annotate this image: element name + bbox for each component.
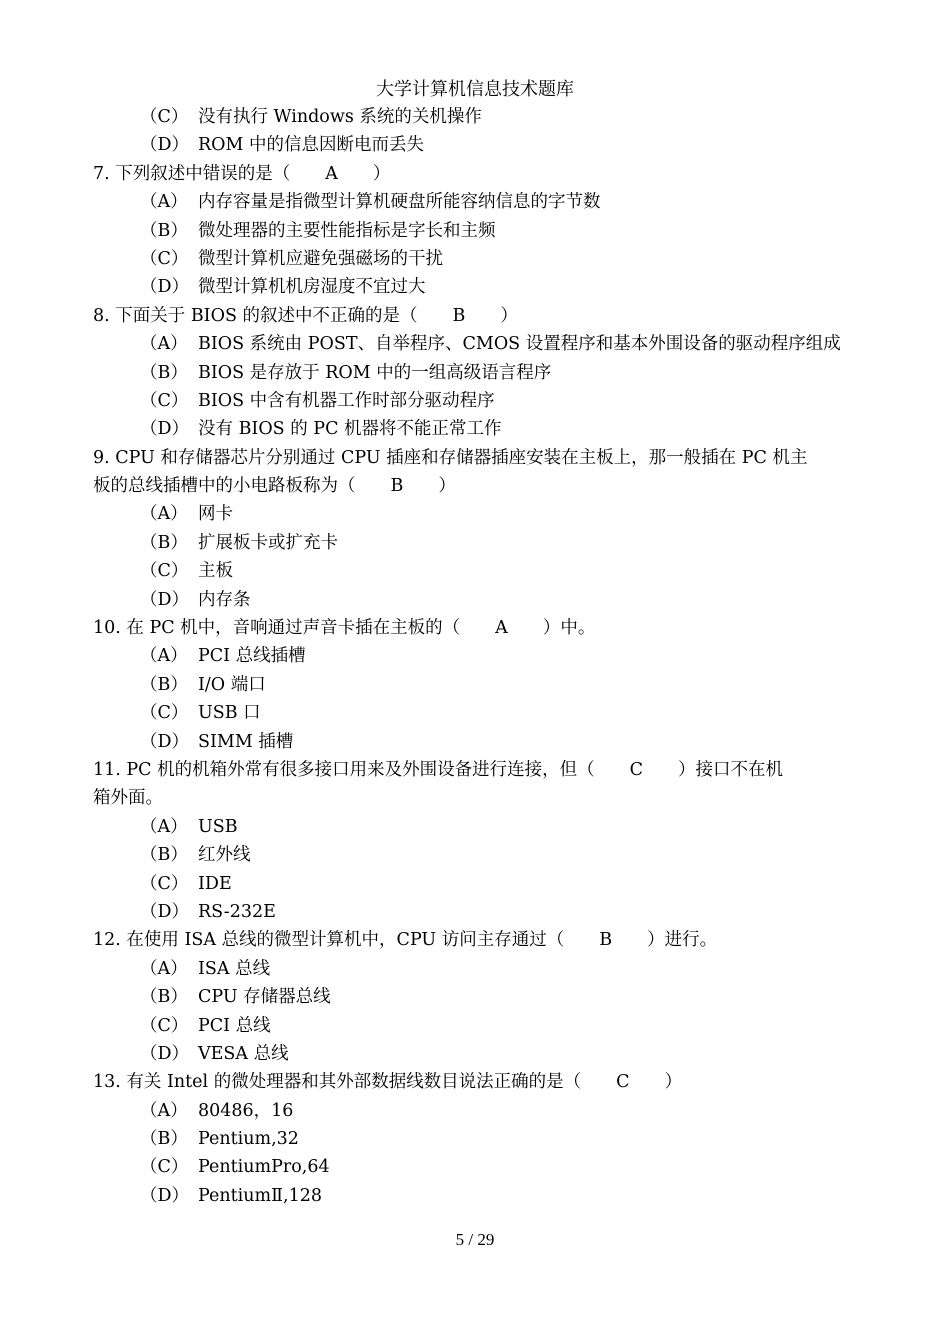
option-text: 主板 [198, 561, 233, 582]
option-text: 没有 BIOS 的 PC 机器将不能正常工作 [198, 419, 502, 440]
option-label: （C） [140, 1015, 189, 1036]
question-7-option-c [0, 245, 950, 273]
option-label: （C） [140, 248, 189, 269]
question-8-option-c [0, 387, 950, 415]
option-label: （A） [140, 504, 188, 525]
option-text: USB [198, 816, 238, 837]
question-13-stem: 13. 有关 Intel 的微处理器和其外部数据线数目说法正确的是（ C ） [93, 1072, 683, 1093]
option-label: （B） [140, 987, 188, 1008]
option-label: （B） [140, 845, 188, 866]
question-13-option-a [0, 1097, 950, 1125]
option-text: VESA 总线 [198, 1043, 289, 1064]
question-10-option-a [0, 642, 950, 670]
option-text: 微处理器的主要性能指标是字长和主频 [198, 220, 496, 241]
question-11-option-b [0, 841, 950, 869]
option-label: （C） [140, 390, 189, 411]
question-7-option-b [0, 217, 950, 245]
question-12-option-c [0, 1012, 950, 1040]
option-label: （B） [140, 362, 188, 383]
option-label: （B） [140, 674, 188, 695]
page-header-title: 大学计算机信息技术题库 [376, 79, 574, 100]
question-9-option-d [0, 586, 950, 614]
option-label: （D） [140, 419, 190, 440]
option-text: PCI 总线插槽 [198, 646, 306, 667]
option-label: （A） [140, 1100, 188, 1121]
option-text: Pentium,32 [198, 1129, 299, 1150]
option-text: BIOS 中含有机器工作时部分驱动程序 [198, 390, 495, 411]
option-text: 内存容量是指微型计算机硬盘所能容纳信息的字节数 [198, 192, 601, 213]
question-11-stem-line-1: 11. PC 机的机箱外常有很多接口用来及外围设备进行连接，但（ C ）接口不在机 [93, 759, 784, 780]
question-13-option-b [0, 1125, 950, 1153]
question-10-option-d [0, 728, 950, 756]
question-8-stem: 8. 下面关于 BIOS 的叙述中不正确的是（ B ） [93, 305, 518, 326]
option-text: RS-232E [198, 901, 276, 922]
question-7-stem: 7. 下列叙述中错误的是（ A ） [93, 163, 391, 184]
question-11-option-c [0, 870, 950, 898]
question-list [0, 103, 950, 1210]
question-12-option-d [0, 1040, 950, 1068]
option-label: （C） [140, 107, 189, 127]
option-text: PentiumⅡ,128 [198, 1185, 322, 1206]
option-label: （B） [140, 220, 188, 241]
option-label: （C） [140, 873, 189, 894]
option-text: USB 口 [198, 703, 261, 724]
option-label: （A） [140, 192, 188, 213]
option-text: ROM 中的信息因断电而丢失 [198, 135, 425, 156]
option-label: （A） [140, 958, 188, 979]
question-9-stem-line-1: 9. CPU 和存储器芯片分别通过 CPU 插座和存储器插座安装在主板上，那一般插在 PC 机主 [93, 447, 808, 468]
question-12-option-b [0, 983, 950, 1011]
option-text: ISA 总线 [198, 958, 271, 979]
question-10-option-c [0, 699, 950, 727]
question-8-option-a [0, 330, 950, 358]
question-12-stem: 12. 在使用 ISA 总线的微型计算机中，CPU 访问主存通过（ B ）进行。 [93, 930, 718, 951]
question-8-option-b [0, 359, 950, 387]
option-text: 网卡 [198, 504, 233, 525]
question-9-option-c [0, 557, 950, 585]
option-label: （C） [140, 703, 189, 724]
option-text: 扩展板卡或扩充卡 [198, 532, 338, 553]
option-text: SIMM 插槽 [198, 731, 294, 752]
option-label: （D） [140, 1185, 190, 1206]
option-text: CPU 存储器总线 [198, 987, 331, 1008]
option-label: （D） [140, 277, 190, 298]
option-label: （C） [140, 561, 189, 582]
page-number: 5 / 29 [455, 1230, 495, 1249]
option-text: 80486，16 [198, 1100, 294, 1121]
option-label: （A） [140, 334, 188, 355]
option-label: （D） [140, 731, 190, 752]
question-12-option-a [0, 955, 950, 983]
option-text: 微型计算机应避免强磁场的干扰 [198, 248, 443, 269]
option-label: （B） [140, 532, 188, 553]
option-text: I/O 端口 [198, 674, 266, 695]
option-text: IDE [198, 873, 232, 894]
question-9-stem-line-2: 板的总线插槽中的小电路板称为（ B ） [93, 476, 456, 497]
option-d [0, 131, 950, 159]
question-9-option-b [0, 529, 950, 557]
question-9-option-a [0, 500, 950, 528]
question-13-option-c [0, 1153, 950, 1181]
option-label: （B） [140, 1129, 188, 1150]
option-text: 内存条 [198, 589, 251, 610]
question-11-option-d [0, 898, 950, 926]
question-10-option-b [0, 671, 950, 699]
option-text: BIOS 是存放于 ROM 中的一组高级语言程序 [198, 362, 552, 383]
option-text: 微型计算机机房湿度不宜过大 [198, 277, 426, 298]
question-11-stem-line-2: 箱外面。 [93, 788, 163, 809]
question-7-option-a [0, 188, 950, 216]
question-13-option-d [0, 1182, 950, 1210]
option-label: （D） [140, 589, 190, 610]
question-11-option-a [0, 813, 950, 841]
option-label: （D） [140, 1043, 190, 1064]
option-label: （D） [140, 135, 190, 156]
option-text: PCI 总线 [198, 1015, 271, 1036]
option-c [0, 103, 950, 131]
question-7-option-d [0, 273, 950, 301]
option-text: 没有执行 Windows 系统的关机操作 [198, 107, 482, 127]
option-label: （C） [140, 1157, 189, 1178]
question-8-option-d [0, 415, 950, 443]
question-10-stem: 10. 在 PC 机中，音响通过声音卡插在主板的（ A ）中。 [93, 618, 596, 639]
option-label: （A） [140, 646, 188, 667]
option-text: BIOS 系统由 POST、自举程序、CMOS 设置程序和基本外围设备的驱动程序组成 [198, 334, 841, 355]
option-label: （D） [140, 901, 190, 922]
option-label: （A） [140, 816, 188, 837]
option-text: PentiumPro,64 [198, 1157, 330, 1178]
option-text: 红外线 [198, 845, 251, 866]
